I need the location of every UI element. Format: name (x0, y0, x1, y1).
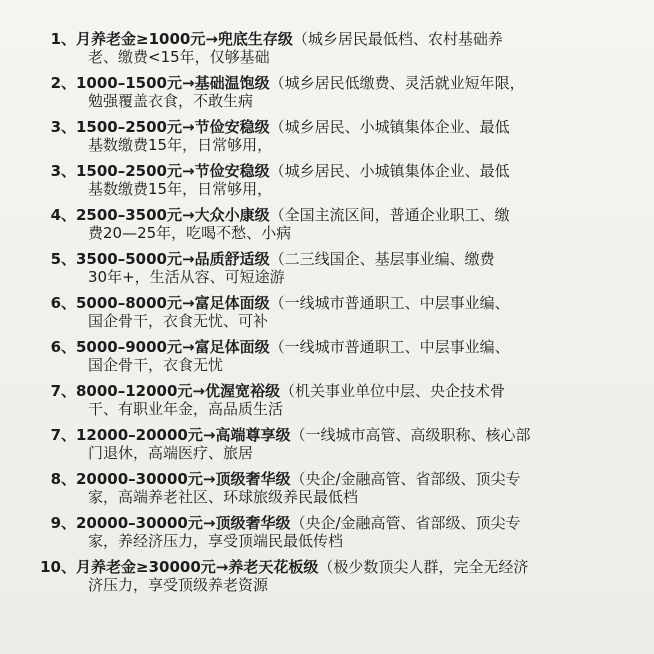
item-heading: 2500–3500元→大众小康级 (76, 206, 270, 224)
item-continuation: 干、有职业年金，高品质生活 (88, 400, 284, 418)
item-continuation: 勉强覆盖衣食，不敢生病 (88, 92, 254, 110)
item-description: （二三线国企、基层事业编、缴费 (269, 250, 495, 268)
item-heading: 12000–20000元→高端尊享级 (76, 426, 291, 444)
list-item (26, 294, 632, 330)
item-number: 3、 (50, 162, 76, 180)
item-number: 5、 (50, 250, 76, 268)
list-item (26, 558, 632, 594)
list-item (26, 426, 632, 462)
list-item (26, 338, 632, 374)
item-description: （城乡居民、小城镇集体企业、最低 (269, 162, 510, 180)
list-item (26, 162, 632, 198)
item-heading: 5000–8000元→富足体面级 (76, 294, 270, 312)
item-continuation: 国企骨干，衣食无忧、可补 (88, 312, 269, 330)
item-description: （一线城市普通职工、中层事业编、 (269, 338, 510, 356)
item-description: （一线城市普通职工、中层事业编、 (269, 294, 510, 312)
item-number: 2、 (50, 74, 76, 92)
item-heading: 月养老金≥30000元→养老天花板级 (76, 558, 319, 576)
item-number: 4、 (50, 206, 76, 224)
item-continuation: 老、缴费<15年，仅够基础 (88, 48, 270, 66)
item-continuation: 家，高端养老社区、环球旅级养民最低档 (88, 488, 359, 506)
item-number: 10、 (40, 558, 76, 576)
pension-tier-list (26, 30, 632, 602)
item-continuation: 济压力，享受顶级养老资源 (88, 576, 269, 594)
item-description: （央企/金融高管、省部级、顶尖专 (290, 470, 521, 488)
item-description: （机关事业单位中层、央企技术骨 (280, 382, 506, 400)
list-item (26, 514, 632, 550)
item-continuation: 家，养经济压力，享受顶端民最低传档 (88, 532, 344, 550)
item-heading: 月养老金≥1000元→兜底生存级 (76, 30, 293, 48)
item-number: 6、 (50, 294, 76, 312)
item-continuation: 国企骨干，衣食无忧 (88, 356, 224, 374)
item-number: 7、 (50, 426, 76, 444)
item-heading: 1500–2500元→节俭安稳级 (76, 162, 270, 180)
item-number: 3、 (50, 118, 76, 136)
item-continuation: 费20—25年，吃喝不愁、小病 (88, 224, 292, 242)
list-item (26, 382, 632, 418)
item-description: （城乡居民最低档、农村基础养 (292, 30, 503, 48)
list-item (26, 470, 632, 506)
list-item (26, 118, 632, 154)
item-description: （一线城市高管、高级职称、核心部 (290, 426, 531, 444)
item-heading: 20000–30000元→顶级奢华级 (76, 514, 291, 532)
item-heading: 1500–2500元→节俭安稳级 (76, 118, 270, 136)
item-continuation: 基数缴费15年，日常够用， (88, 136, 273, 154)
list-item (26, 250, 632, 286)
item-description: （极少数顶尖人群，完全无经济 (318, 558, 529, 576)
item-continuation: 基数缴费15年，日常够用， (88, 180, 273, 198)
item-heading: 8000–12000元→优渥宽裕级 (76, 382, 281, 400)
list-item (26, 30, 632, 66)
item-number: 8、 (50, 470, 76, 488)
item-number: 1、 (50, 30, 76, 48)
item-description: （央企/金融高管、省部级、顶尖专 (290, 514, 521, 532)
item-continuation: 门退休，高端医疗、旅居 (88, 444, 254, 462)
item-description: （全国主流区间，普通企业职工、缴 (269, 206, 510, 224)
item-continuation: 30年+，生活从容、可短途游 (88, 268, 285, 286)
item-heading: 20000–30000元→顶级奢华级 (76, 470, 291, 488)
item-heading: 1000–1500元→基础温饱级 (76, 74, 270, 92)
item-heading: 3500–5000元→品质舒适级 (76, 250, 270, 268)
item-number: 9、 (50, 514, 76, 532)
list-item (26, 74, 632, 110)
item-number: 6、 (50, 338, 76, 356)
item-description: （城乡居民低缴费、灵活就业短年限， (269, 74, 525, 92)
item-description: （城乡居民、小城镇集体企业、最低 (269, 118, 510, 136)
item-number: 7、 (50, 382, 76, 400)
item-heading: 5000–9000元→富足体面级 (76, 338, 270, 356)
list-item (26, 206, 632, 242)
